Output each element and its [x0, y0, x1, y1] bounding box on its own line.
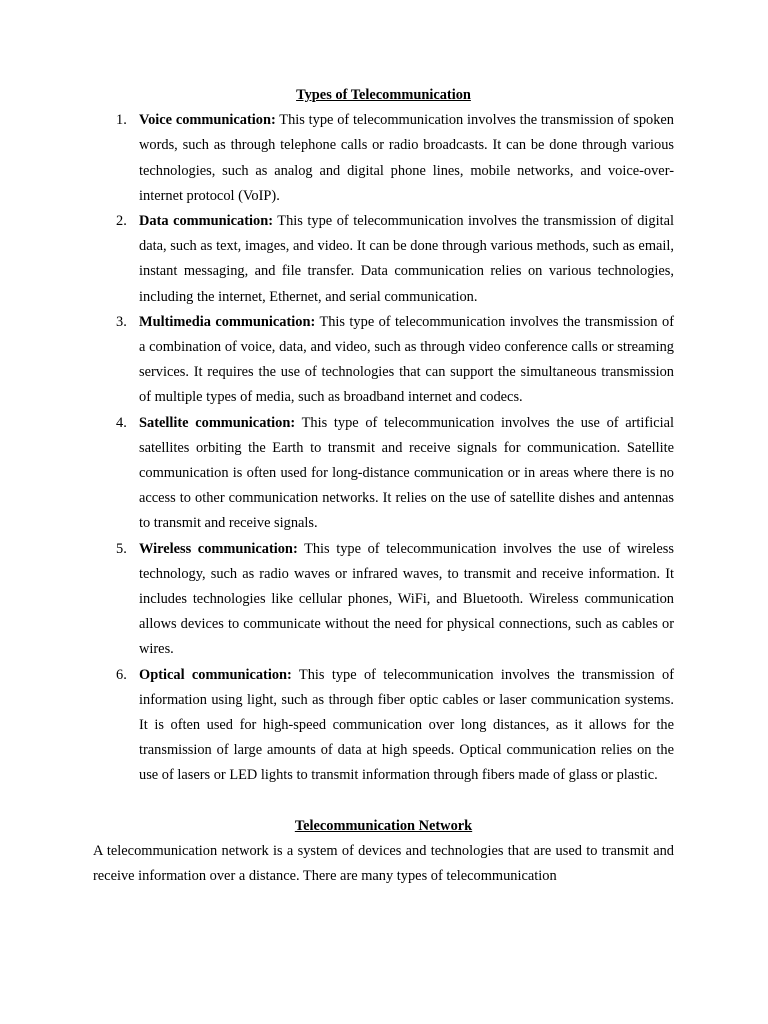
list-item-text: This type of telecommunication involves the transmission of a combination of voice, data, and video, such as through video conference calls or streaming services. It requires the use of technologies that can support the simultaneous transmission of multiple types of media, such as broadband internet and codecs. — [139, 313, 674, 406]
list-item-text: This type of telecommunication involves the use of wireless technology, such as radio waves or infrared waves, to transmit and receive information. It includes technologies like cellular phones, WiFi, and Bluetooth. Wireless communication allows devices to communicate without the need for physical connections, such as cables or wires. — [139, 540, 674, 658]
telecommunication-types-list — [93, 108, 674, 788]
list-item-term: Data communication: — [139, 213, 274, 230]
list-item — [116, 310, 674, 411]
document-page — [93, 83, 674, 889]
list-item-number: 6. — [116, 666, 127, 683]
list-item-number: 4. — [116, 414, 127, 431]
section-spacer — [93, 789, 674, 814]
list-item — [116, 108, 674, 209]
list-item — [116, 663, 674, 789]
list-item-number: 2. — [116, 213, 127, 230]
list-item-term: Satellite communication: — [139, 414, 296, 431]
list-item-term: Wireless communication: — [139, 540, 298, 557]
list-item-term: Optical communication: — [139, 666, 292, 683]
list-item-number: 1. — [116, 112, 127, 129]
list-item-term: Voice communication: — [139, 112, 276, 129]
list-item-term: Multimedia communication: — [139, 313, 316, 330]
section-heading-types: Types of Telecommunication — [296, 87, 471, 103]
list-item-number: 5. — [116, 540, 127, 557]
list-item-text: This type of telecommunication involves the transmission of spoken words, such as through telephone calls or radio broadcasts. It can be done through various technologies, such as analog and digital phone lines, mobile networks, and voice-over-internet protocol (VoIP). — [139, 112, 674, 204]
network-paragraph: A telecommunication network is a system of devices and technologies that are used to transmit and receive information over a distance. There are many types of telecommunication — [93, 843, 674, 885]
list-item-text: This type of telecommunication involves the use of artificial satellites orbiting the Earth to transmit and receive signals for communication. Satellite communication is often used for long-distance communication or in areas where there is no access to other communication networks. It relies on the use of satellite dishes and antennas to transmit and receive signals. — [139, 414, 674, 532]
list-item-text: This type of telecommunication involves the transmission of information using light, such as through fiber optic cables or laser communication systems. It is often used for high-speed communication over long distances, as it allows for the transmission of large amounts of data at high speeds. Optical communication relies on the use of lasers or LED lights to transmit information through fibers made of glass or plastic. — [139, 666, 674, 784]
section-heading-network: Telecommunication Network — [294, 817, 473, 834]
list-item — [116, 209, 674, 310]
list-item-number: 3. — [116, 313, 127, 330]
list-item-text: This type of telecommunication involves the transmission of digital data, such as text, images, and video. It can be done through various methods, such as email, instant messaging, and file transfer. Data communication relies on various technologies, including the internet, Ethernet, and serial communication. — [139, 213, 674, 305]
list-item — [116, 411, 674, 537]
list-item — [116, 537, 674, 663]
